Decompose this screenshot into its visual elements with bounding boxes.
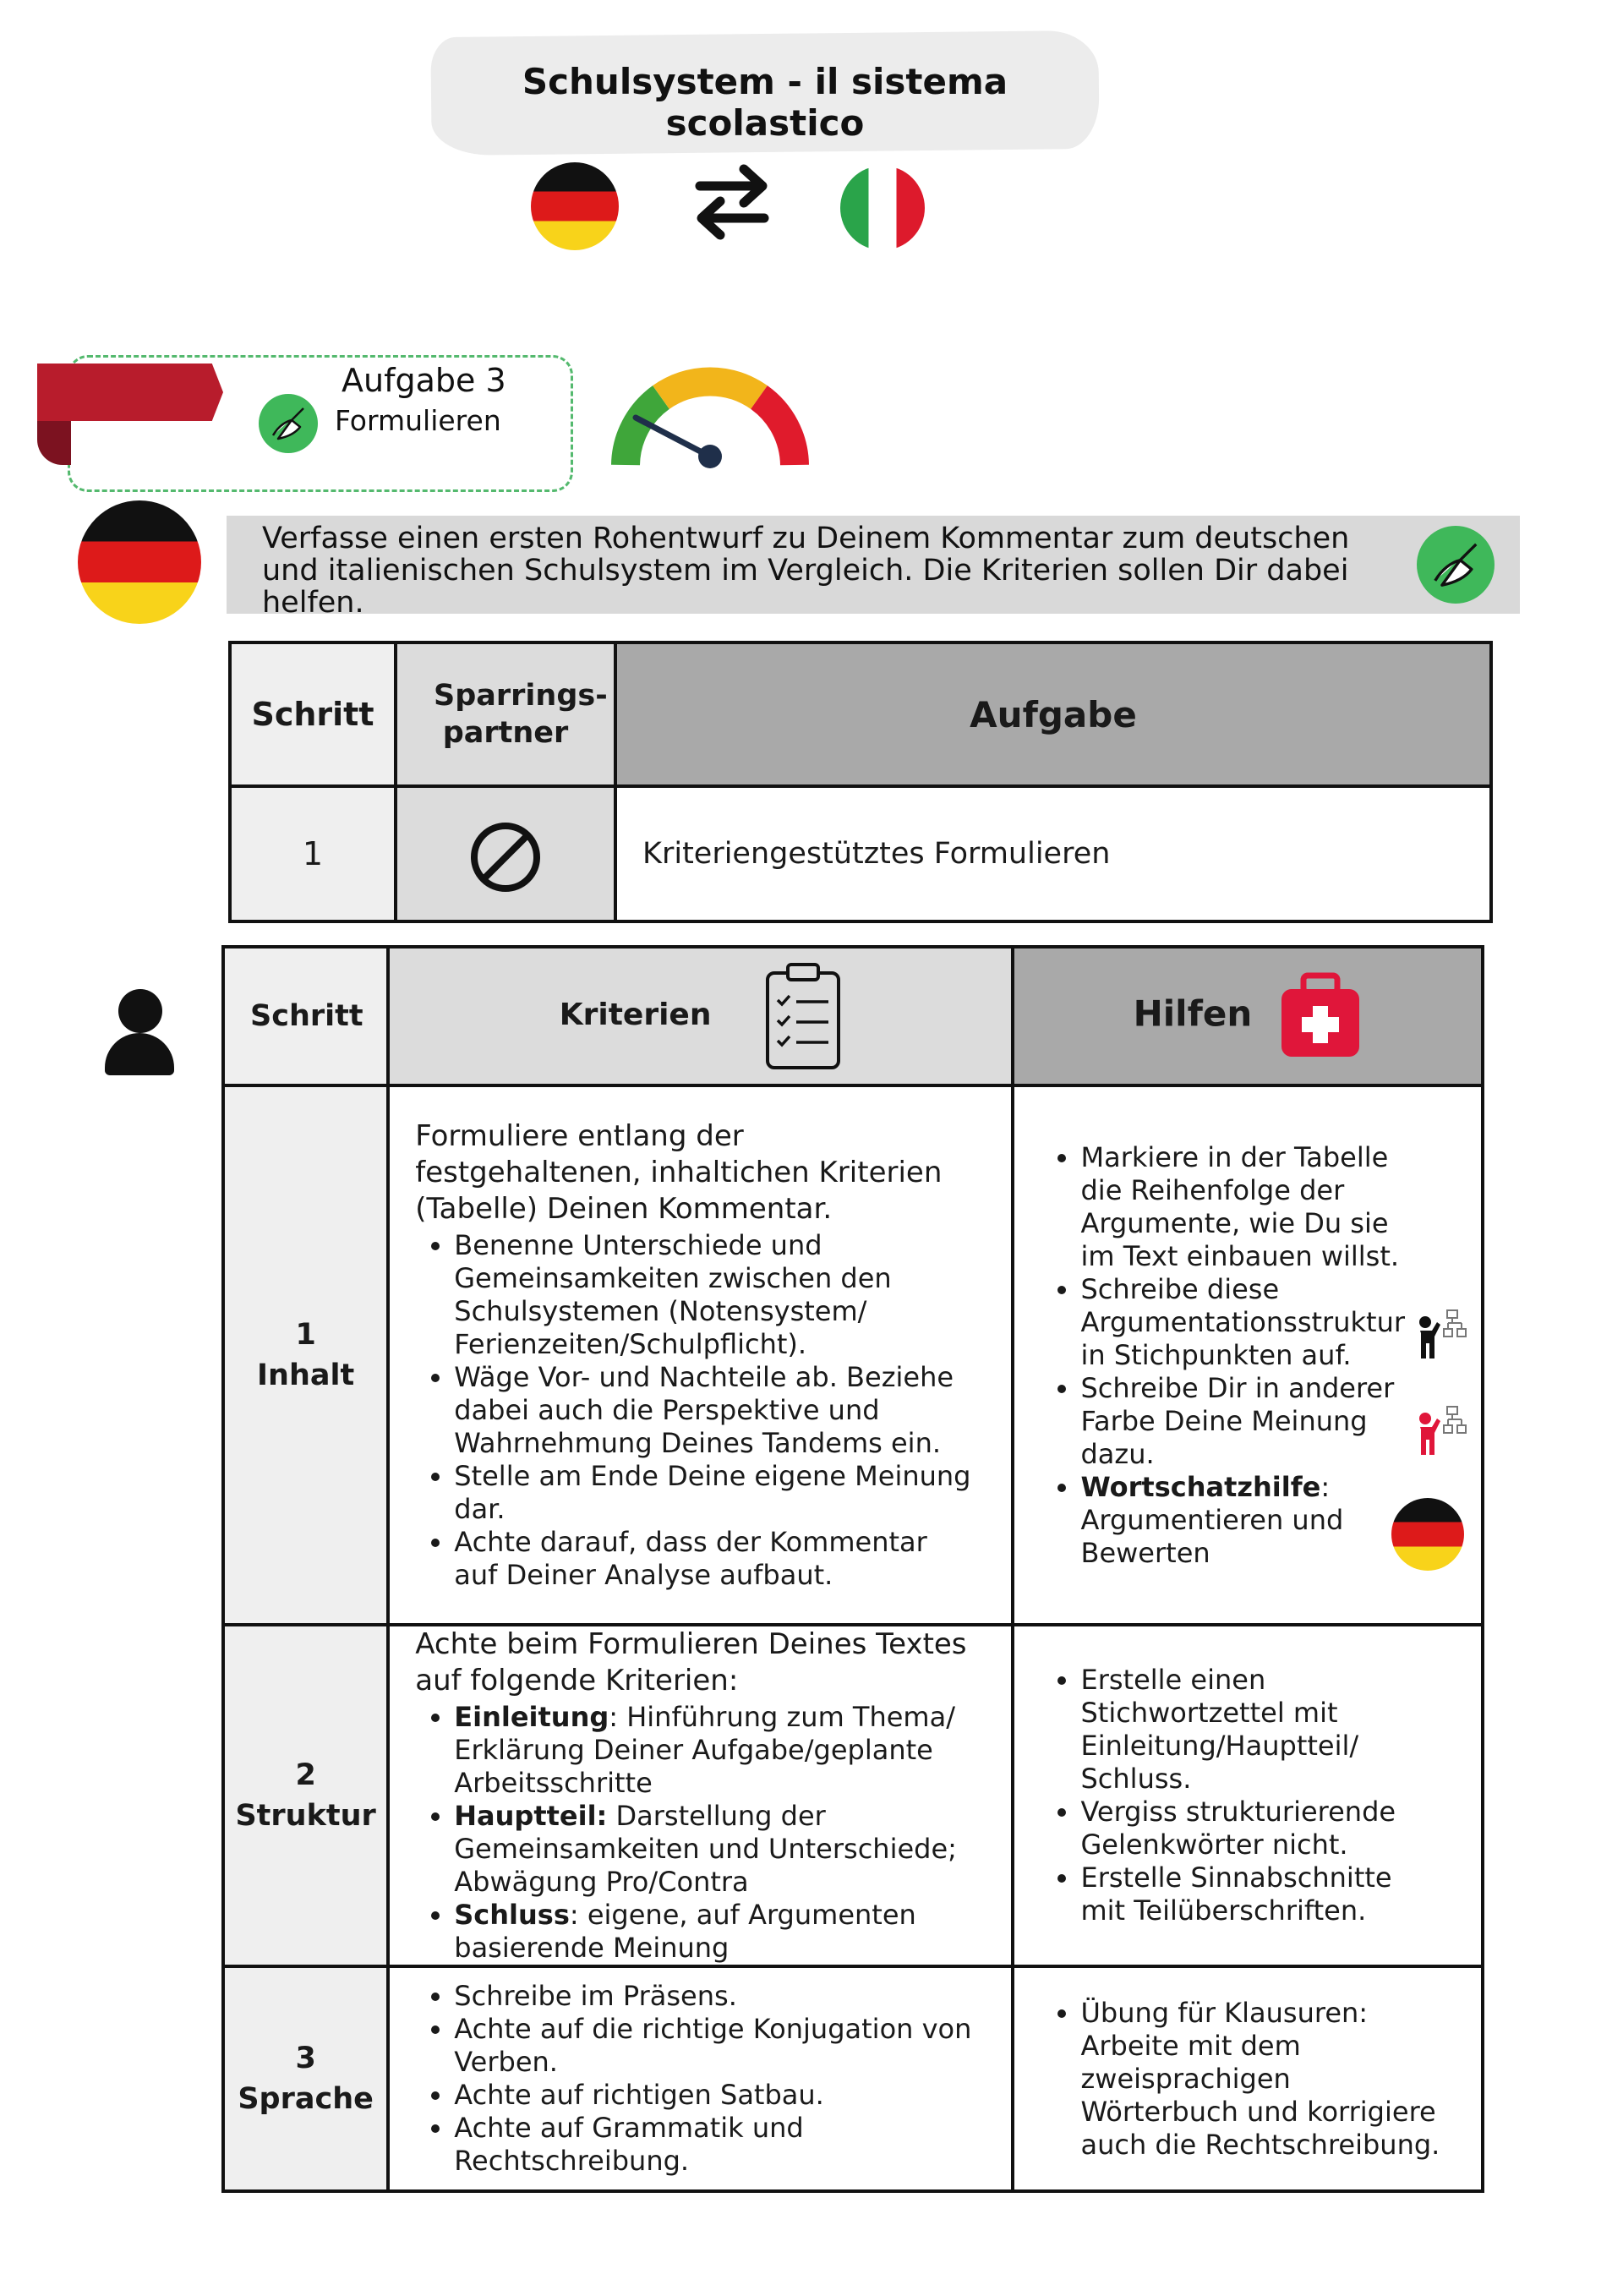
overview-task-cell: Kriteriengestütztes Formulieren [615, 786, 1491, 921]
list-item: • Markiere in der Tabelle die Reihenfolge der Argumente, wie Du sie im Text einbauen willst. [1080, 1141, 1405, 1273]
person-icon-body [105, 1033, 174, 1075]
writing-hand-icon [1417, 526, 1495, 604]
first-aid-kit-icon [1278, 972, 1363, 1060]
task-label: Formulieren [335, 404, 501, 437]
criteria-cell-struktur: Achte beim Formulieren Deines Textes auf folgende Kriterien: • Einleitung: Hinführung zum Thema/ Erklärung Deiner Aufgabe/geplante Arbeitsschritte • Hauptteil: Darstellung der Gemeinsamkeiten und Unterschiede; Abwägung Pro/Contra • Schluss: eigene, auf Argumenten basierende Meinung [388, 1625, 1013, 1966]
task-instruction: Verfasse einen ersten Rohentwurf zu Deinem Kommentar zum deutschen und italienischen Schulsystem im Vergleich. Die Kriterien sollen Dir dabei helfen. [262, 522, 1350, 620]
list-item: • Schluss: eigene, auf Argumenten basierende Meinung [454, 1899, 977, 1965]
overview-step-cell: 1 [230, 786, 396, 921]
list-item: • Hauptteil: Darstellung der Gemeinsamkeiten und Unterschiede; Abwägung Pro/Contra [454, 1800, 977, 1899]
person-flowchart-red-icon [1410, 1402, 1469, 1473]
step-cell-inhalt: 1 Inhalt [223, 1085, 388, 1625]
overview-header-task: Aufgabe [615, 642, 1491, 786]
clipboard-checklist-icon [764, 961, 842, 1071]
list-item: • Schreibe im Präsens. [454, 1980, 977, 2013]
list-item: • Wortschatzhilfe: Argumentieren und Bewerten [1080, 1471, 1405, 1570]
task-ribbon [37, 364, 223, 421]
no-partner-icon [467, 819, 544, 895]
person-icon [118, 989, 162, 1033]
help-cell-inhalt [1013, 1085, 1483, 1625]
italian-flag-icon [840, 166, 925, 250]
overview-header-partner: Sparrings-partner [396, 642, 615, 786]
difficulty-gauge-icon [600, 338, 820, 482]
german-flag-icon [531, 162, 619, 250]
overview-partner-cell [396, 786, 615, 921]
list-item: • Achte auf Grammatik und Rechtschreibung. [454, 2112, 977, 2178]
criteria-cell-inhalt: Formuliere entlang der festgehaltenen, inhaltichen Kriterien (Tabelle) Deinen Kommentar. • Benenne Unterschiede und Gemeinsamkeiten zwischen den Schulsystemen (Notensystem/ Ferienzeiten/Schulpflicht). • Wäge Vor- und Nachteile ab. Beziehe dabei auch die Perspektive und Wahrnehmung Deines Tandems ein. • Stelle am Ende Deine eigene Meinung dar. • Achte darauf, dass der Kommentar auf Deiner Analyse aufbaut. [388, 1085, 1013, 1625]
list-item: • Vergiss strukturierende Gelenkwörter nicht. [1080, 1796, 1439, 1861]
criteria-header-criteria: Kriterien [388, 947, 1013, 1085]
list-item: • Wäge Vor- und Nachteile ab. Beziehe dabei auch die Perspektive und Wahrnehmung Deines Tandems ein. [454, 1361, 977, 1460]
list-item: • Achte auf richtigen Satbau. [454, 2079, 977, 2112]
german-flag-icon [1391, 1498, 1464, 1571]
step-cell-struktur: 2 Struktur [223, 1625, 388, 1966]
list-item: • Einleitung: Hinführung zum Thema/ Erklärung Deiner Aufgabe/geplante Arbeitsschritte [454, 1701, 977, 1800]
german-flag-icon [78, 500, 201, 624]
overview-table [228, 641, 1493, 923]
list-item: • Achte auf die richtige Konjugation von Verben. [454, 2013, 977, 2079]
list-item: • Achte darauf, dass der Kommentar auf Deiner Analyse aufbaut. [454, 1526, 977, 1592]
person-flowchart-icon [1410, 1305, 1469, 1376]
list-item: • Übung für Klausuren: Arbeite mit dem zweisprachigen Wörterbuch und korrigiere auch die Rechtschreibung. [1080, 1997, 1447, 2162]
list-item: • Schreibe diese Argumentationsstruktur in Stichpunkten auf. [1080, 1273, 1405, 1372]
criteria-header-help: Hilfen [1013, 947, 1483, 1085]
list-item: • Stelle am Ende Deine eigene Meinung dar. [454, 1460, 977, 1526]
list-item: • Erstelle einen Stichwortzettel mit Einleitung/Hauptteil/ Schluss. [1080, 1664, 1439, 1796]
help-cell-struktur [1013, 1625, 1483, 1966]
page-title: Schulsystem - il sistema scolastico [522, 61, 1008, 144]
swap-arrows-icon [691, 159, 773, 243]
help-cell-sprache [1013, 1966, 1483, 2191]
step-cell-sprache: 3 Sprache [223, 1966, 388, 2191]
criteria-header-step: Schritt [223, 947, 388, 1085]
list-item: • Erstelle Sinnabschnitte mit Teilüberschriften. [1080, 1861, 1439, 1927]
writing-hand-icon [259, 394, 318, 453]
criteria-cell-sprache [388, 1966, 1013, 2191]
overview-header-step: Schritt [230, 642, 396, 786]
list-item: • Schreibe Dir in anderer Farbe Deine Meinung dazu. [1080, 1372, 1405, 1471]
criteria-table [221, 945, 1484, 2193]
list-item: • Benenne Unterschiede und Gemeinsamkeiten zwischen den Schulsystemen (Notensystem/ Ferienzeiten/Schulpflicht). [454, 1229, 977, 1361]
task-number: Aufgabe 3 [342, 362, 506, 399]
